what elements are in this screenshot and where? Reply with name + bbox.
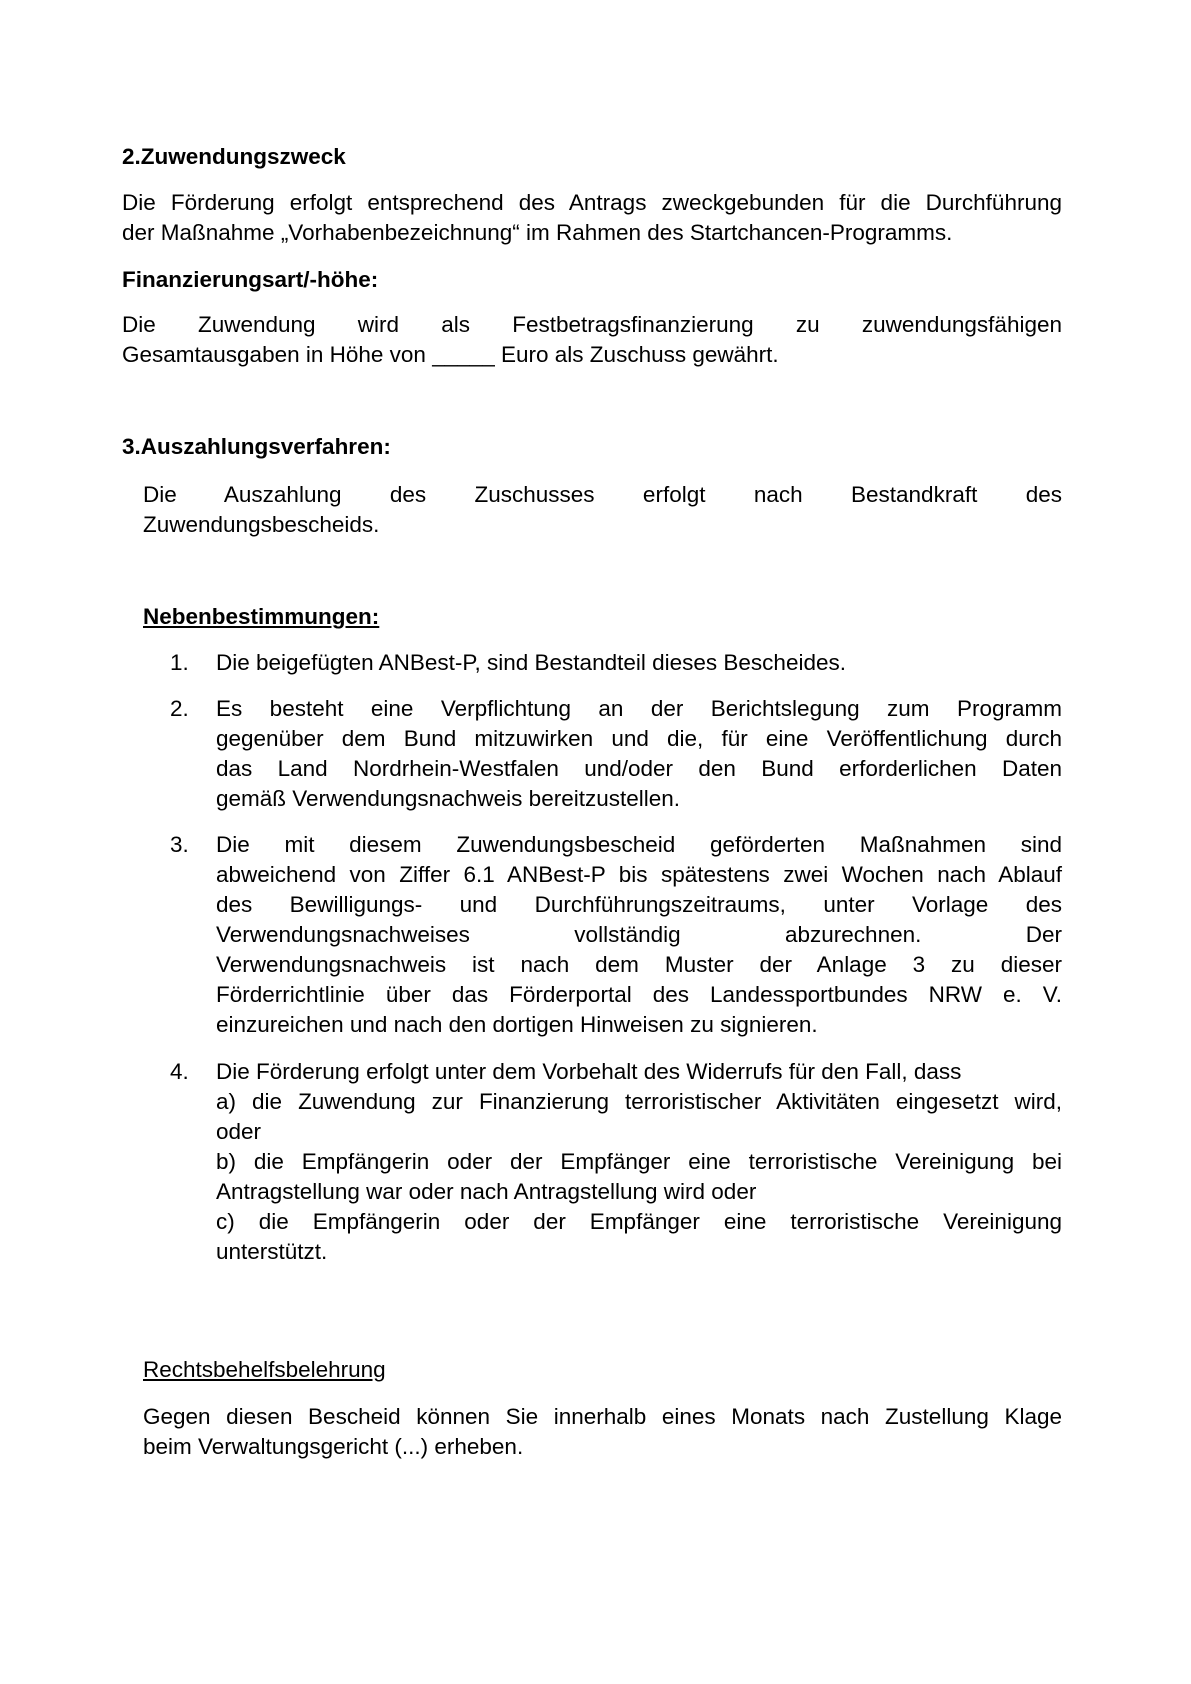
section-2-line-2: der Maßnahme „Vorhabenbezeichnung“ im Rahmen des Startchancen-Programms. <box>122 220 953 245</box>
list-line: a) die Zuwendung zur Finanzierung terroristischer Aktivitäten eingesetzt wird, <box>216 1089 1062 1114</box>
list-line: abweichend von Ziffer 6.1 ANBest-P bis spätestens zwei Wochen nach Ablauf <box>216 862 1062 887</box>
list-line: gegenüber dem Bund mitzuwirken und die, für eine Veröffentlichung durch <box>216 726 1062 751</box>
list-line: das Land Nordrhein-Westfalen und/oder den Bund erforderlichen Daten <box>216 756 1062 781</box>
list-line: Förderrichtlinie über das Förderportal des Landessportbundes NRW e. V. <box>216 982 1062 1007</box>
rechtsbehelf-line-2: beim Verwaltungsgericht (...) erheben. <box>143 1434 524 1459</box>
rechtsbehelf-line-1: Gegen diesen Bescheid können Sie innerhalb eines Monats nach Zustellung Klage <box>143 1404 1062 1429</box>
list-line: Die beigefügten ANBest-P, sind Bestandteil dieses Bescheides. <box>216 650 846 675</box>
list-line: unterstützt. <box>216 1239 328 1264</box>
list-text <box>216 1057 1062 1267</box>
list-line: Es besteht eine Verpflichtung an der Berichtslegung zum Programm <box>216 696 1062 721</box>
list-item <box>170 648 1062 678</box>
list-text <box>216 694 1062 814</box>
financing-heading: Finanzierungsart/-höhe: <box>122 267 379 292</box>
list-text <box>216 648 1062 678</box>
list-item <box>170 830 1062 1040</box>
section-2-paragraph <box>122 188 1062 248</box>
list-line: des Bewilligungs- und Durchführungszeitraums, unter Vorlage des <box>216 892 1062 917</box>
list-line: gemäß Verwendungsnachweis bereitzustellen. <box>216 786 681 811</box>
list-line: b) die Empfängerin oder der Empfänger eine terroristische Vereinigung bei <box>216 1149 1062 1174</box>
section-3-paragraph <box>143 480 1062 540</box>
list-line: Die Förderung erfolgt unter dem Vorbehalt des Widerrufs für den Fall, dass <box>216 1059 962 1084</box>
rechtsbehelf-paragraph <box>143 1402 1062 1462</box>
list-line: Verwendungsnachweises vollständig abzurechnen. Der <box>216 922 1062 947</box>
list-number: 2. <box>170 696 189 721</box>
section-2-line-1: Die Förderung erfolgt entsprechend des Antrags zweckgebunden für die Durchführung <box>122 190 1062 215</box>
list-line: einzureichen und nach den dortigen Hinweisen zu signieren. <box>216 1012 818 1037</box>
list-number: 3. <box>170 832 189 857</box>
list-text <box>216 830 1062 1040</box>
rechtsbehelf-heading: Rechtsbehelfsbelehrung <box>143 1357 386 1382</box>
list-line: oder <box>216 1119 262 1144</box>
section-3-line-2: Zuwendungsbescheids. <box>143 512 380 537</box>
list-item <box>170 1057 1062 1267</box>
list-line: Die mit diesem Zuwendungsbescheid geförderten Maßnahmen sind <box>216 832 1062 857</box>
list-number: 1. <box>170 650 189 675</box>
list-line: Verwendungsnachweis ist nach dem Muster der Anlage 3 zu dieser <box>216 952 1062 977</box>
list-item <box>170 694 1062 814</box>
section-3-heading: 3.Auszahlungsverfahren: <box>122 434 391 459</box>
section-2-heading: 2.Zuwendungszweck <box>122 144 346 169</box>
list-line: c) die Empfängerin oder der Empfänger eine terroristische Vereinigung <box>216 1209 1062 1234</box>
financing-paragraph <box>122 310 1062 370</box>
list-number: 4. <box>170 1059 189 1084</box>
financing-line-2: Gesamtausgaben in Höhe von _____ Euro als Zuschuss gewährt. <box>122 342 779 367</box>
section-3-line-1: Die Auszahlung des Zuschusses erfolgt nach Bestandkraft des <box>143 482 1062 507</box>
nebenbestimmungen-heading: Nebenbestimmungen: <box>143 604 380 629</box>
financing-line-1: Die Zuwendung wird als Festbetragsfinanzierung zu zuwendungsfähigen <box>122 312 1062 337</box>
list-line: Antragstellung war oder nach Antragstellung wird oder <box>216 1179 757 1204</box>
